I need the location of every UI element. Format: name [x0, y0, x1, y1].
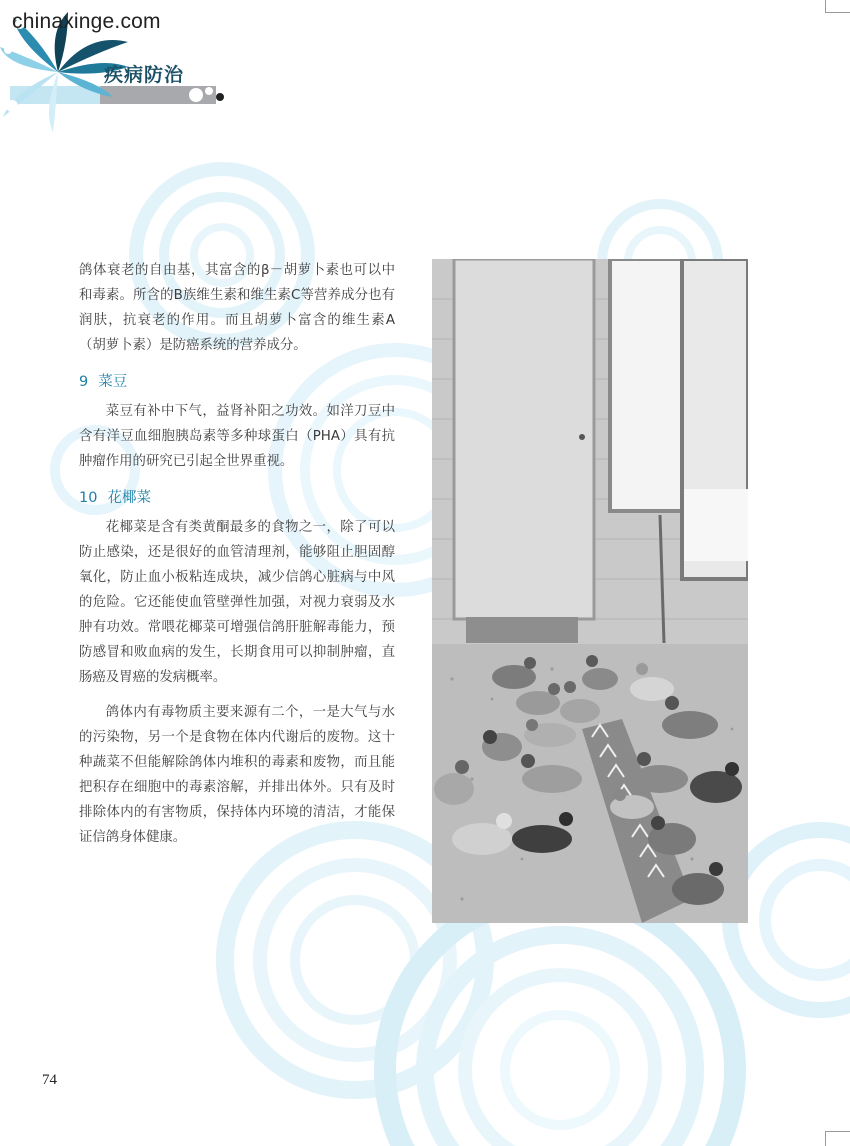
conclusion-paragraph: 鸽体内有毒物质主要来源有二个，一是大气与水的污染物，另一个是食物在体内代谢后的废物。这十种蔬菜不但能解除鸽体内堆积的毒素和废物，而且能把积存在细胞中的毒素溶解，并排出体外。只有及时排除体内的有害物质，保持体内环境的清洁，才能保证信鸽身体健康。 — [79, 705, 395, 845]
crop-mark-top-right — [825, 0, 850, 13]
section-heading-cauliflower — [79, 486, 395, 511]
bean-paragraph: 菜豆有补中下气，益肾补阳之功效。如洋刀豆中含有洋豆血细胞胰岛素等多种球蛋白（PHA）具有抗肿瘤作用的研究已引起全世界重视。 — [79, 404, 395, 469]
section-heading-text: 菜豆 — [98, 374, 128, 390]
section-title: 疾病防治 — [104, 64, 185, 86]
cauliflower-paragraph: 花椰菜是含有类黄酮最多的食物之一，除了可以防止感染，还是很好的血管清理剂，能够阻止胆固醇氧化，防止血小板粘连成块，减少信鸽心脏病与中风的危险。它还能使血管壁弹性加强，对视力衰弱及水肿有功效。常喂花椰菜可增强信鸽肝脏解毒能力，预防感冒和败血病的发生，长期食用可以抑制肿瘤，直肠癌及胃癌的发病概率。 — [79, 520, 395, 685]
intro-paragraph: 鸽体衰老的自由基，其富含的β－胡萝卜素也可以中和毒素。所含的B族维生素和维生素C等营养成分也有润肤，抗衰老的作用。而且胡萝卜富含的维生素A（胡萝卜素）是防癌系统的营养成分。 — [79, 263, 395, 353]
page-number: 74 — [42, 1072, 57, 1088]
section-number: 10 — [79, 490, 98, 506]
section-number: 9 — [79, 374, 89, 390]
pigeons-in-loft-photo — [432, 259, 748, 923]
section-heading-bean — [79, 370, 395, 395]
article-text-column — [79, 258, 395, 850]
crop-mark-bottom-right — [825, 1131, 850, 1146]
site-watermark: chinaxinge.com — [12, 10, 161, 33]
section-heading-text: 花椰菜 — [107, 490, 151, 506]
